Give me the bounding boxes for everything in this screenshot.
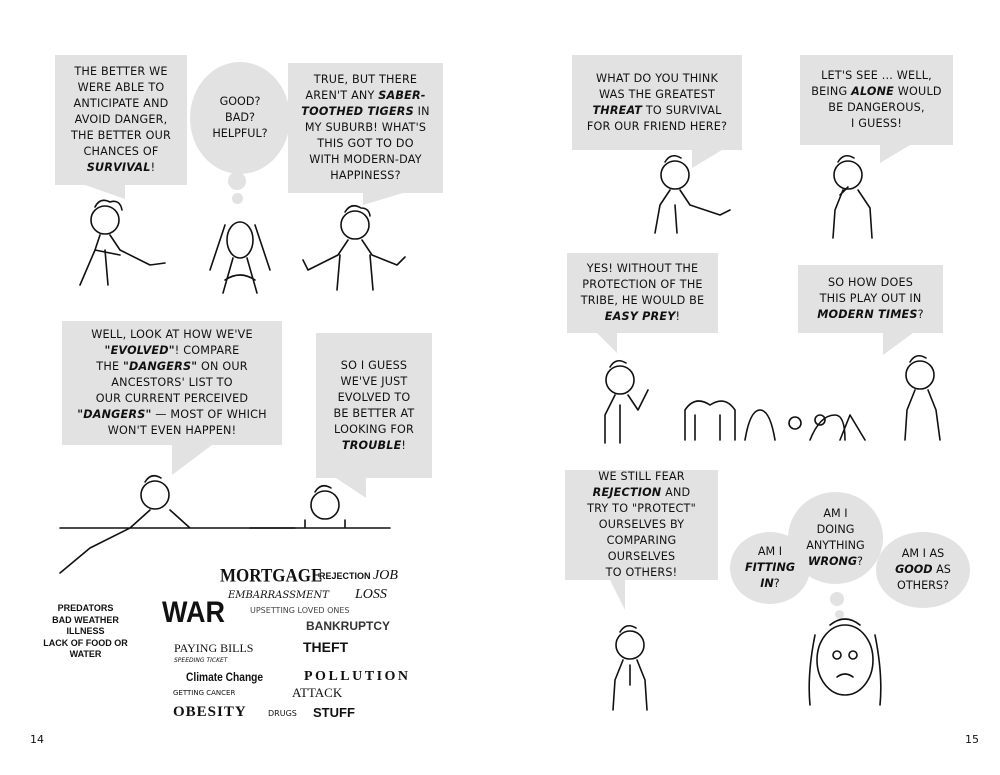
word-drugs: DRUGS [268, 709, 297, 718]
bubble-text: AM I [757, 545, 783, 558]
danger-item: WATER [69, 649, 102, 659]
bubble-text: SO I GUESS [340, 358, 408, 372]
speech-bubble-rejection [565, 470, 718, 580]
bubble-emphasis: ALONE [851, 85, 895, 98]
bubble-text: IN [413, 105, 430, 118]
thought-dot [830, 592, 844, 606]
bubble-emphasis: MODERN TIMES [817, 308, 918, 321]
page-number: 14 [30, 733, 44, 746]
bubble-text: FOR OUR FRIEND HERE? [586, 119, 728, 133]
bubble-text: ! COMPARE [174, 344, 240, 357]
bubble-text: AM I AS [901, 547, 945, 560]
bubble-text: LET'S SEE ... WELL, [821, 69, 932, 82]
speech-bubble-evolved [62, 321, 282, 445]
word-climate-change: Climate Change [186, 670, 264, 684]
bubble-text: ANTICIPATE AND [73, 97, 169, 110]
bubble-emphasis: "DANGERS" [122, 360, 198, 373]
bubble-text: ? [917, 308, 924, 321]
bubble-text: AVOID DANGER, [74, 113, 168, 126]
thought-dot [232, 193, 243, 204]
bubble-emphasis: SABER- [378, 89, 426, 102]
speech-bubble-alone [800, 55, 953, 145]
bubble-text: ANCESTORS' LIST TO [111, 376, 233, 389]
bubble-text: WITH MODERN-DAY [309, 153, 422, 166]
bubble-text: BEING [811, 85, 852, 98]
character-caveman [205, 210, 275, 300]
bubble-text: WERE ABLE TO [77, 81, 165, 94]
bubble-text: HAPPINESS? [330, 169, 401, 182]
bubble-text: THE [96, 360, 123, 373]
bubble-text: EVOLVED TO [337, 390, 411, 404]
bubble-text: AREN'T ANY [305, 89, 379, 102]
tribe-village-scene [680, 395, 870, 445]
bubble-text: ANYTHING [806, 539, 865, 552]
bubble-text: DOING [816, 523, 855, 536]
bubble-emphasis: EASY PREY [604, 310, 676, 323]
bubble-text: COMPARING OURSELVES [606, 534, 677, 563]
bubble-text: TRY TO "PROTECT" [587, 502, 696, 515]
danger-item: ILLNESS [66, 626, 105, 636]
bubble-text: WOULD [894, 85, 942, 98]
bubble-text: THIS PLAY OUT IN [819, 292, 922, 305]
speech-bubble-trouble [316, 333, 432, 478]
bubble-emphasis: TROUBLE [341, 438, 402, 452]
character-calm [595, 620, 665, 715]
word-loss: LOSS [355, 587, 387, 602]
word-theft: THEFT [303, 639, 349, 655]
word-attack: ATTACK [292, 685, 343, 700]
character-worried [800, 615, 890, 715]
bubble-text: PROTECTION OF THE [582, 278, 703, 291]
bubble-text: OTHERS? [897, 579, 949, 592]
word-paying-bills: PAYING BILLS [174, 641, 254, 655]
thought-bubble-good-bad [190, 62, 290, 174]
character-shrugging [300, 200, 410, 295]
bubble-text: CHANCES OF [83, 145, 159, 158]
bubble-emphasis: SURVIVAL [86, 161, 151, 174]
character-watching [890, 350, 950, 445]
bubble-text: AM I [823, 507, 848, 520]
bubble-text: TO SURVIVAL [642, 103, 722, 117]
character-peeking-over-wall [250, 480, 390, 540]
bubble-emphasis: "EVOLVED" [104, 344, 175, 357]
word-speeding-ticket: SPEEDING TICKET [174, 657, 228, 664]
bubble-text: THE BETTER OUR [70, 129, 172, 142]
bubble-text: ! [401, 438, 407, 452]
bubble-text: GOOD? [219, 95, 261, 108]
bubble-text: THE BETTER WE [74, 65, 168, 78]
bubble-text: THIS GOT TO DO [317, 137, 414, 150]
word-rejection: REJECTION [319, 571, 371, 581]
bubble-emphasis: GOOD [895, 563, 933, 576]
speech-bubble-greatest-threat [572, 55, 742, 150]
bubble-emphasis: "DANGERS" [77, 408, 152, 421]
speech-bubble-survival [55, 55, 187, 185]
danger-item: LACK OF FOOD OR [43, 637, 128, 648]
bubble-text: TRUE, BUT THERE [313, 73, 418, 86]
page-number: 15 [965, 733, 979, 746]
bubble-text: TO OTHERS! [605, 566, 678, 579]
character-asking [640, 150, 740, 235]
bubble-text: WE'VE JUST [340, 374, 408, 388]
bubble-text: WON'T EVEN HAPPEN! [107, 424, 237, 437]
bubble-text: ! [675, 310, 681, 323]
bubble-emphasis: REJECTION [592, 486, 662, 499]
bubble-emphasis: TOOTHED TIGERS [301, 105, 414, 118]
word-mortgage: MORTGAGE [220, 565, 323, 586]
thought-dot [228, 172, 246, 190]
speech-bubble-easy-prey [567, 253, 718, 333]
word-embarrassment: EMBARRASSMENT [228, 590, 329, 601]
bubble-emphasis: THREAT [592, 103, 643, 117]
bubble-text: I GUESS! [850, 117, 903, 130]
bubble-text: ON OUR [197, 360, 248, 373]
bubble-text: WE STILL FEAR [598, 470, 685, 483]
bubble-text: ? [773, 577, 780, 590]
thought-bubble-as-good [876, 532, 970, 608]
bubble-text: BAD? [225, 111, 255, 124]
bubble-text: WAS THE GREATEST [599, 87, 715, 101]
word-bankruptcy: BANKRUPTCY [306, 619, 390, 633]
thought-bubble-doing-wrong [788, 492, 883, 584]
speech-bubble-modern-times [798, 265, 943, 333]
bubble-text: — MOST OF WHICH [151, 408, 267, 421]
bubble-text: LOOKING FOR [334, 422, 414, 436]
character-pointing-up [590, 355, 680, 445]
word-stuff: STUFF [313, 705, 355, 720]
danger-item: PREDATORS [57, 603, 114, 613]
speech-bubble-saber-tooth [288, 63, 443, 193]
danger-item: BAD WEATHER [52, 614, 119, 625]
word-upsetting-loved-ones: UPSETTING LOVED ONES [250, 606, 350, 615]
bubble-text: BE DANGEROUS, [828, 101, 925, 114]
bubble-text: BE BETTER AT [333, 406, 415, 420]
word-getting-cancer: GETTING CANCER [173, 689, 236, 697]
bubble-text: OUR CURRENT PERCEIVED [95, 392, 249, 405]
word-war: WAR [162, 596, 225, 629]
bubble-emphasis: WRONG [808, 555, 858, 568]
bubble-emphasis: FITTING [744, 561, 796, 574]
bubble-text: WHAT DO YOU THINK [595, 71, 719, 85]
bubble-text: WELL, LOOK AT HOW WE'VE [91, 328, 253, 341]
bubble-text: HELPFUL? [212, 127, 268, 140]
bubble-text: ? [857, 555, 863, 568]
ancestor-dangers-list [28, 603, 143, 661]
bubble-text: AS [932, 563, 951, 576]
character-explaining [70, 195, 170, 290]
bubble-text: ! [150, 161, 156, 174]
word-obesity: OBESITY [173, 704, 247, 720]
word-pollution: POLLUTION [304, 669, 411, 684]
right-page [500, 0, 1000, 775]
bubble-text: SO HOW DOES [827, 276, 914, 289]
word-job: JOB [373, 568, 398, 583]
bubble-emphasis: IN [760, 577, 774, 590]
bubble-text: TRIBE, HE WOULD BE [580, 294, 705, 307]
character-thinking [818, 150, 888, 240]
bubble-text: MY SUBURB! WHAT'S [304, 121, 427, 134]
bubble-text: OURSELVES BY [598, 518, 685, 531]
bubble-text: AND [661, 486, 691, 499]
bubble-text: YES! WITHOUT THE [586, 262, 699, 275]
